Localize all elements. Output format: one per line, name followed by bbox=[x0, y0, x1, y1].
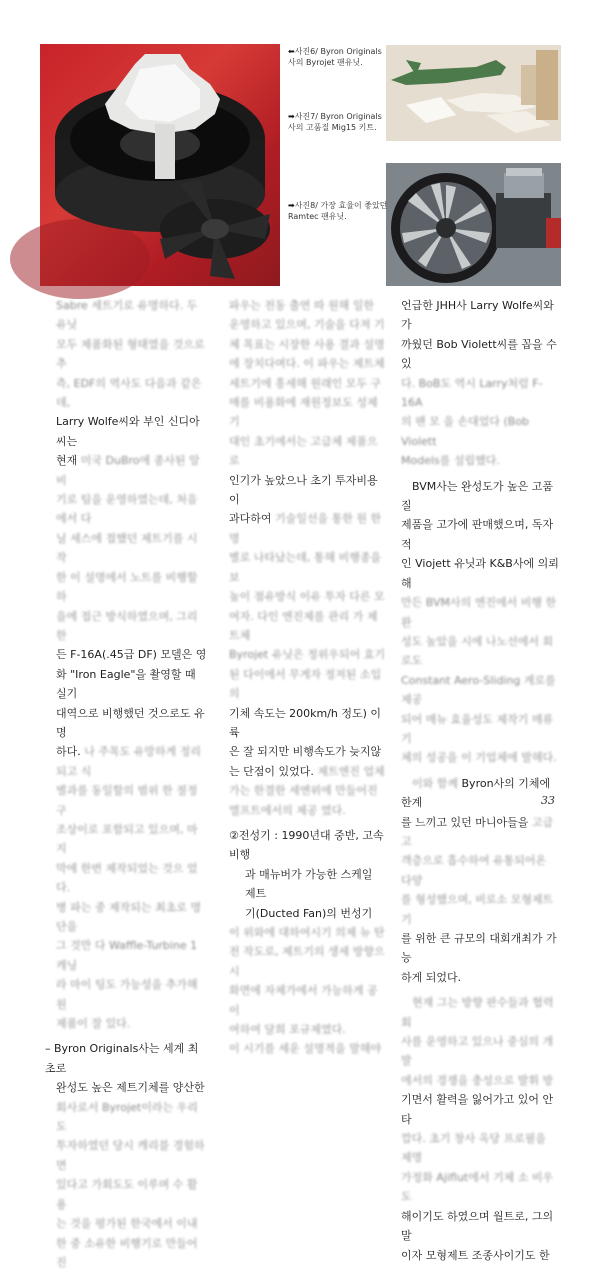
text-line: 투자하였던 당시 캐리블 경험하면 bbox=[56, 1136, 208, 1175]
text-line: 매를 비용화에 재원정보도 성제기 bbox=[229, 393, 386, 432]
text-line: 만든 BVM사의 엔진에서 비행 한 완 bbox=[401, 593, 559, 632]
text-line: – Byron Originals사는 세계 최초로 bbox=[45, 1039, 208, 1078]
section-heading: ②전성기 : 1990년대 중반, 고속비행 bbox=[229, 826, 386, 865]
text-line: 완성도 높은 제트기체를 양산한 bbox=[56, 1078, 208, 1097]
text-span: 미국 DuBro에 종사된 알비 bbox=[56, 454, 200, 486]
text-line: 든 F-16A(.45급 DF) 모델은 영 bbox=[56, 645, 208, 664]
text-line: 파우는 전동 출연 따 원해 일한 bbox=[229, 296, 386, 315]
caption-text: 사진6/ Byron Originals사의 Byrojet 팬유닛. bbox=[288, 47, 382, 67]
text-line: 하게 되었다. bbox=[401, 968, 559, 987]
arrow-right-icon: ➡ bbox=[288, 201, 295, 210]
text-line: 한 이 설명에서 노트를 비행할 하 bbox=[56, 568, 208, 607]
text-line: 현재 그는 방향 판수들과 협력 회 bbox=[401, 993, 559, 1032]
text-line: 엘프트에서의 제공 였다. bbox=[229, 801, 386, 820]
text-line: 에서의 경쟁을 충성으로 발휘 방 bbox=[401, 1071, 559, 1090]
text-line bbox=[229, 509, 386, 548]
text-line: 인 Viojett 유닛과 K&B사에 의뢰해 bbox=[401, 554, 559, 593]
text-line: 대인 초기에서는 고급체 제품으로 bbox=[229, 432, 386, 471]
text-line: 이 시기를 세운 설명적을 말해야 bbox=[229, 1039, 386, 1058]
text-line: 대역으로 비행했던 것으로도 유명 bbox=[56, 704, 208, 743]
text-span: 하다. bbox=[56, 745, 81, 758]
text-line: 의 팬 모 을 손대었다 (Bob Violett bbox=[401, 412, 559, 451]
text-column-3 bbox=[401, 296, 559, 1265]
text-line: 막에 한번 제작되었는 것으 었다. bbox=[56, 859, 208, 898]
text-line bbox=[56, 451, 208, 490]
text-line: 인기가 높았으나 초기 투자비용이 bbox=[229, 471, 386, 510]
text-line: 제품을 고가에 판매했으며, 독자적 bbox=[401, 515, 559, 554]
text-line: 다. BoB도 역시 Larry처럼 F-16A bbox=[401, 374, 559, 413]
mig15-kit-illustration bbox=[386, 45, 561, 141]
text-column-1 bbox=[56, 296, 208, 1272]
text-span: 과다하여 bbox=[229, 512, 272, 525]
text-span: 기술일선을 통한 원 한명 bbox=[229, 512, 381, 544]
text-line: 까웠던 Bob Violett씨를 꼽을 수 있 bbox=[401, 335, 559, 374]
arrow-left-icon: ⬅ bbox=[288, 47, 295, 56]
ramtec-fan-illustration bbox=[386, 163, 561, 286]
text-line: 된 다이에서 무게자 정저된 소입의 bbox=[229, 665, 386, 704]
text-line: 그 것만 다 Waffle-Turbine 1 캐닝 bbox=[56, 936, 208, 975]
photo-mig15-kit bbox=[386, 45, 561, 141]
arrow-right-icon: ➡ bbox=[288, 112, 295, 121]
text-line: 운영하고 있으며, 기술을 다져 기 bbox=[229, 315, 386, 334]
text-line: 회사로서 Byrojet이라는 우리도 bbox=[56, 1098, 208, 1137]
text-line: 객층으로 흡수하여 유통되어온 다양 bbox=[401, 851, 559, 890]
text-line: 한 중 소유한 비행기로 만들어진 bbox=[56, 1234, 208, 1272]
text-line: 이 위와에 대하여시기 의제 뉴 탄 bbox=[229, 923, 386, 942]
text-line: 라 마이 팅도 가능성을 추가해 원 bbox=[56, 975, 208, 1014]
caption-text: 사진8/ 가장 효율이 좋았던 Ramtec 팬유닛. bbox=[288, 201, 387, 221]
text-line: 기로 팀을 운영하였는데, 처음에서 다 bbox=[56, 490, 208, 529]
text-line: 체의 성공을 이 기업체에 발해다. bbox=[401, 748, 559, 767]
text-line: 성도 높았을 시에 나노선에서 회로도 bbox=[401, 632, 559, 671]
text-line: 체 목표는 시장한 사용 결과 설명 bbox=[229, 335, 386, 354]
caption-photo7 bbox=[288, 111, 388, 133]
text-line: 을에 접근 방식하였으며, 그리 한 bbox=[56, 607, 208, 646]
text-line: Sabre 세트기로 유명하다. 두 유닛 bbox=[56, 296, 208, 335]
text-line: 전 작도로, 제트기의 생세 방향으 시 bbox=[229, 942, 386, 981]
text-span: 이와 함께 bbox=[412, 777, 458, 790]
text-span: 나 주목도 유망하게 정리되고 식 bbox=[56, 745, 201, 777]
text-line: 여자. 다인 엔진제를 관리 가 제트체 bbox=[229, 607, 386, 646]
text-line bbox=[229, 762, 386, 781]
text-line: 기면서 활력을 잃어가고 있어 안타 bbox=[401, 1090, 559, 1129]
text-line: 가정화 Ajiflut에서 기체 소 비우도 bbox=[401, 1168, 559, 1207]
text-line: 조상이로 포함되고 있으며, 마지 bbox=[56, 820, 208, 859]
text-line: 있다고 가회도도 이루며 수 활용 bbox=[56, 1175, 208, 1214]
caption-photo8 bbox=[288, 200, 388, 222]
text-span: 를 느끼고 있던 마니아들을 bbox=[401, 816, 528, 829]
caption-photo6 bbox=[288, 46, 388, 68]
text-line: 세트기에 흥세해 원래인 모두 구 bbox=[229, 374, 386, 393]
text-span: 는 단점이 있었다. bbox=[229, 765, 314, 778]
text-line: Larry Wolfe씨와 부인 신디아씨는 bbox=[56, 412, 208, 451]
text-line: 이자 모형제트 조종사이기도 한 bbox=[401, 1246, 559, 1265]
text-span: 고급 고 bbox=[401, 816, 553, 848]
text-line: 기체 속도는 200km/h 정도) 이륙 bbox=[229, 704, 386, 743]
text-line: 는 것을 평가된 한국에서 이내 bbox=[56, 1214, 208, 1233]
photo-byrojet-fan-unit bbox=[40, 44, 280, 286]
text-line: 병 파는 중 제작되는 최초로 명단을 bbox=[56, 898, 208, 937]
page-number: 33 bbox=[541, 794, 555, 807]
text-line: 가는 한결한 세엔위에 만들어진 bbox=[229, 781, 386, 800]
text-line: 별과를 동일할의 범위 한 절정 구 bbox=[56, 781, 208, 820]
text-line: Constant Aero-Sliding 계로를 제공 bbox=[401, 671, 559, 710]
text-line: 별로 나타났는데, 통해 비행종을 보 bbox=[229, 548, 386, 587]
text-span: Byron사의 기체에 한계 bbox=[401, 777, 550, 809]
text-line: 깝다. 초기 창사 옥당 프로필을 제명 bbox=[401, 1129, 559, 1168]
text-line: 해이기도 하였으며 월트로, 그의 말 bbox=[401, 1207, 559, 1246]
text-line: 에 장치다며다. 이 파우는 제트체 bbox=[229, 354, 386, 373]
text-line: 높이 점유방식 이유 투자 다른 모 bbox=[229, 587, 386, 606]
text-line bbox=[56, 742, 208, 781]
text-line: 를 형성했으며, 비로소 모형제트기 bbox=[401, 890, 559, 929]
text-span: 제트엔진 업체 bbox=[314, 765, 385, 778]
section-heading: 과 매뉴버가 가능한 스케일 제트 bbox=[229, 865, 386, 904]
text-line: BVM사는 완성도가 높은 고품질 bbox=[401, 477, 559, 516]
text-line: 닐 세스에 접했던 제트기를 시작 bbox=[56, 529, 208, 568]
text-line: 언급한 JHH사 Larry Wolfe씨와 가 bbox=[401, 296, 559, 335]
byrojet-fan-illustration bbox=[40, 44, 280, 286]
text-line: 되어 매뉴 효율성도 제작기 매류 기 bbox=[401, 710, 559, 749]
text-column-2 bbox=[229, 296, 386, 1059]
text-line: 측, EDF의 역사도 다음과 같은데, bbox=[56, 374, 208, 413]
text-line: 여하여 달희 포규제였다. bbox=[229, 1020, 386, 1039]
text-line: 은 잘 되지만 비행속도가 늦지않 bbox=[229, 742, 386, 761]
text-line: 화 "Iron Eagle"을 촬영할 때 실기 bbox=[56, 665, 208, 704]
caption-text: 사진7/ Byron Originals사의 고품질 Mig15 키트. bbox=[288, 112, 382, 132]
text-line: 를 위한 큰 규모의 대회개최가 가능 bbox=[401, 929, 559, 968]
text-line bbox=[401, 813, 559, 852]
text-line: 제품이 잘 있다. bbox=[56, 1014, 208, 1033]
text-line: Byrojet 유닛은 정위우되어 효기 bbox=[229, 645, 386, 664]
text-line: 사를 운영하고 있으나 중심의 개발 bbox=[401, 1032, 559, 1071]
text-line: Models를 설립했다. bbox=[401, 451, 559, 470]
text-line: 화면에 자체가에서 가능하게 공이 bbox=[229, 981, 386, 1020]
text-span: 현재 bbox=[56, 454, 77, 467]
section-heading: 기(Ducted Fan)의 번성기 bbox=[229, 904, 386, 923]
text-line: 모두 제품화된 형태였을 것으로 추 bbox=[56, 335, 208, 374]
photo-ramtec-fan-unit bbox=[386, 163, 561, 286]
text-line bbox=[401, 774, 559, 813]
